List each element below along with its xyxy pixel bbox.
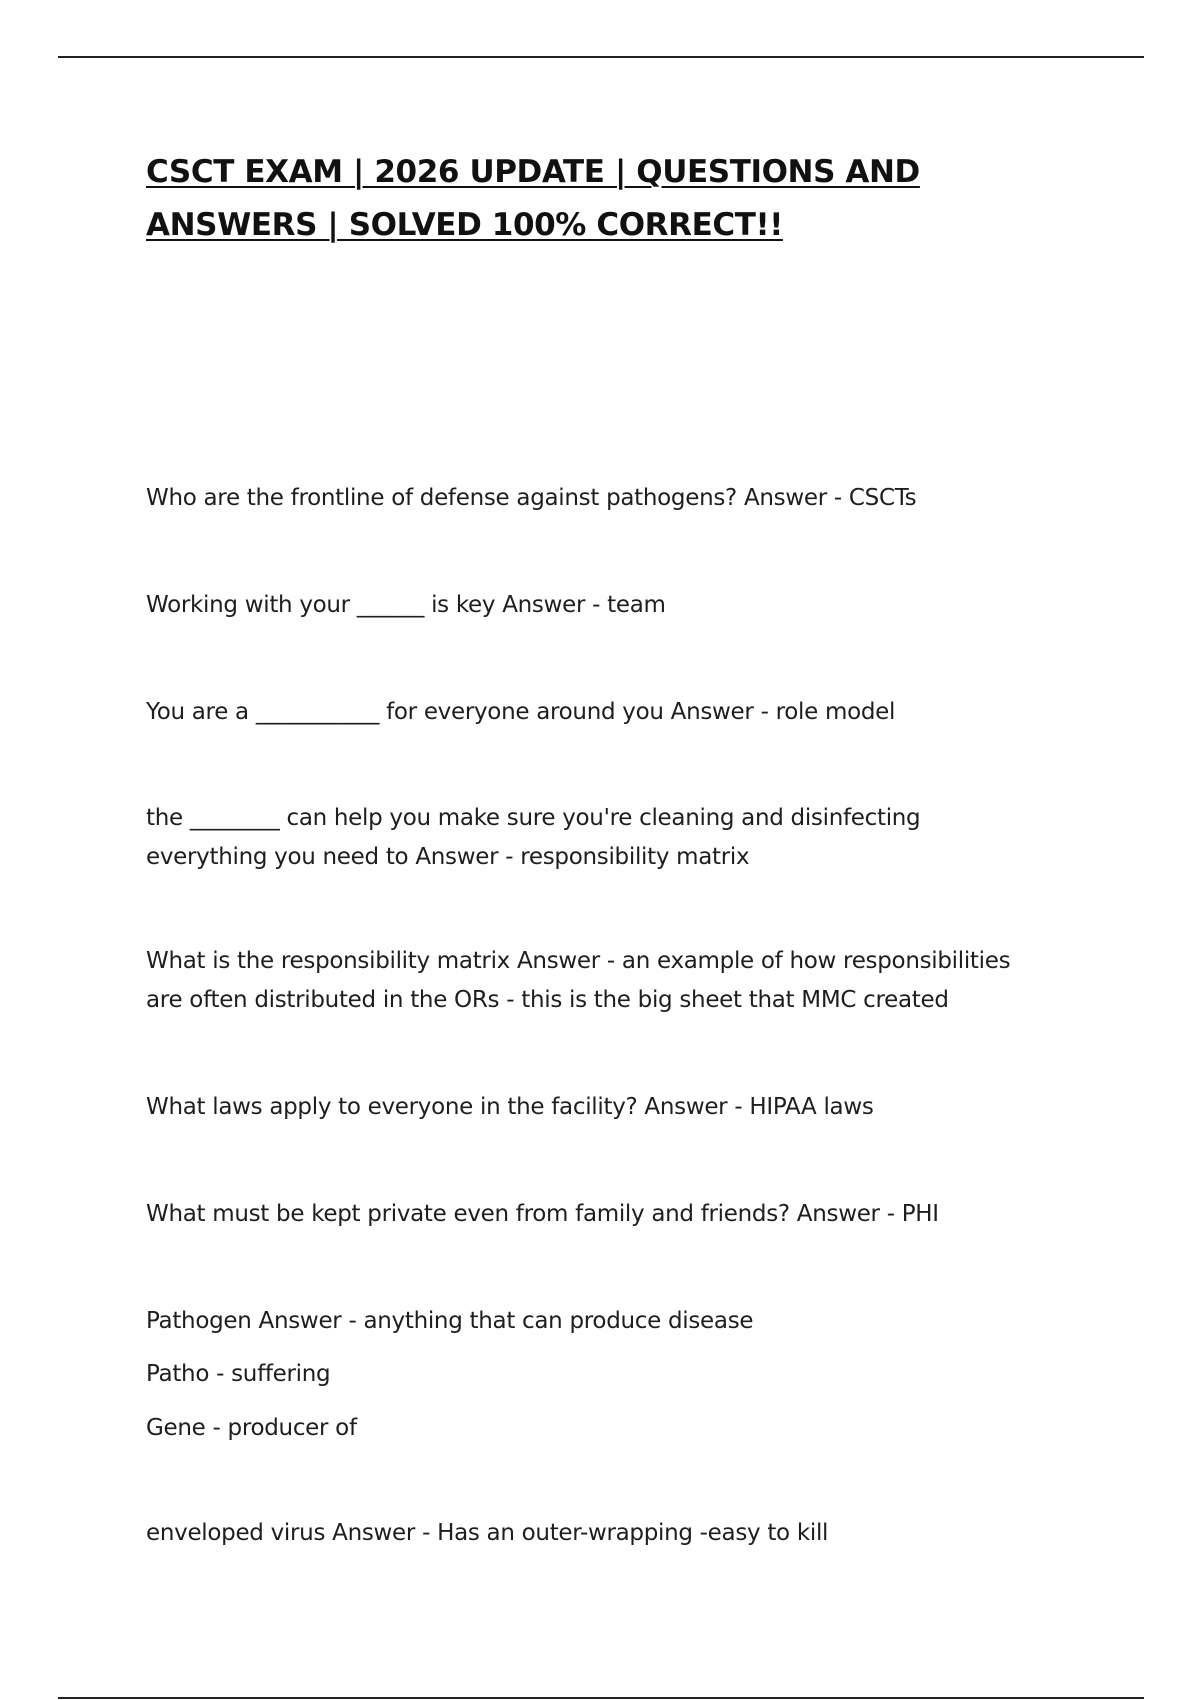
qa-line: What is the responsibility matrix Answer - an example of how responsibilities <box>146 948 1011 974</box>
qa-line: Who are the frontline of defense against pathogens? Answer - CSCTs <box>146 485 917 511</box>
top-rule <box>58 56 1144 58</box>
qa-entry-team <box>146 586 666 625</box>
qa-line: Patho - suffering <box>146 1361 331 1387</box>
qa-entry-frontline <box>146 479 916 518</box>
qa-line: What must be kept private even from family and friends? Answer - PHI <box>146 1201 939 1227</box>
qa-entry-gene <box>146 1409 357 1448</box>
qa-line: You are a ___________ for everyone around you Answer - role model <box>146 699 896 725</box>
qa-entry-role-model <box>146 693 895 732</box>
qa-entry-enveloped-virus <box>146 1514 828 1553</box>
qa-line: the ________ can help you make sure you're cleaning and disinfecting <box>146 805 921 831</box>
bottom-rule <box>58 1697 1144 1699</box>
qa-line: Gene - producer of <box>146 1415 357 1441</box>
title-line-2: ANSWERS | SOLVED 100% CORRECT!! <box>146 207 783 243</box>
qa-entry-pathogen <box>146 1302 753 1341</box>
qa-entry-hipaa <box>146 1088 874 1127</box>
document-title <box>146 146 1006 252</box>
qa-entry-responsibility-matrix <box>146 799 920 877</box>
qa-entry-patho <box>146 1355 330 1394</box>
qa-entry-matrix-definition <box>146 942 1010 1020</box>
qa-line: Working with your ______ is key Answer - team <box>146 592 666 618</box>
qa-line: are often distributed in the ORs - this is the big sheet that MMC created <box>146 987 949 1013</box>
qa-line: enveloped virus Answer - Has an outer-wrapping -easy to kill <box>146 1520 829 1546</box>
qa-entry-phi <box>146 1195 939 1234</box>
qa-line: What laws apply to everyone in the facility? Answer - HIPAA laws <box>146 1094 874 1120</box>
title-line-1: CSCT EXAM | 2026 UPDATE | QUESTIONS AND <box>146 154 920 190</box>
qa-line: everything you need to Answer - responsibility matrix <box>146 844 750 870</box>
qa-line: Pathogen Answer - anything that can produce disease <box>146 1308 754 1334</box>
